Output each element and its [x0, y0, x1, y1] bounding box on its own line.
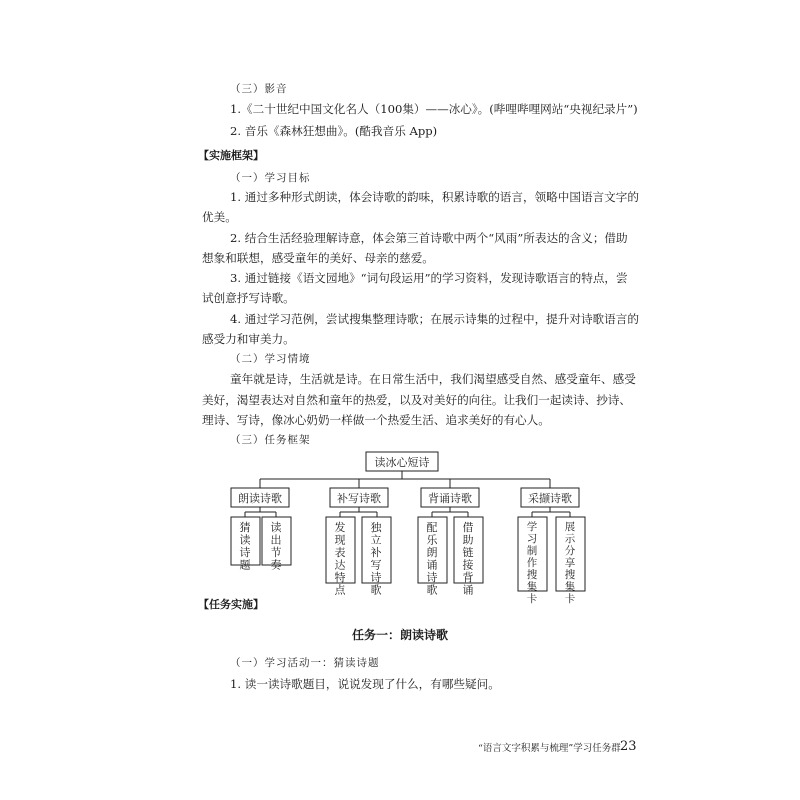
leaf-label: 配乐朗诵诗歌 [426, 521, 438, 597]
leaf-label: 发现表达特点 [334, 521, 346, 597]
branch-label: 背诵诗歌 [428, 492, 472, 505]
media-heading: （三）影音 [230, 83, 288, 95]
root-label: 读冰心短诗 [374, 456, 430, 469]
situation-heading: （二）学习情境 [230, 353, 311, 365]
leaf-label: 展示分享搜集卡 [564, 521, 576, 605]
goal-line: 1. 通过多种形式朗读，体会诗歌的韵味，积累诗歌的语言，领略中国语言文字的 [230, 190, 639, 204]
media-item-1: 1.《二十世纪中国文化名人（100集）——冰心》。(哔哩哔哩网站“央视纪录片”) [230, 102, 638, 116]
footer-series: “语言文字积累与梳理”学习任务群 [478, 743, 621, 754]
leaf-label: 猜读诗题 [239, 521, 251, 572]
goal-line: 2. 结合生活经验理解诗意，体会第三首诗歌中两个“风雨”所表达的含义；借助 [230, 231, 628, 245]
goal-line: 4. 通过学习范例，尝试搜集整理诗歌；在展示诗集的过程中，提升对诗歌语言的 [230, 312, 639, 326]
media-item-2: 2. 音乐《森林狂想曲》。(酷我音乐 App) [230, 124, 438, 138]
page-number: 23 [620, 739, 637, 754]
leaf-label: 独立补写诗歌 [370, 521, 382, 597]
leaf-label: 读出节奏 [270, 521, 282, 572]
goal-line: 试创意抒写诗歌。 [202, 291, 295, 305]
situation-line: 美好，渴望表达对自然和童年的热爱，以及对美好的向往。让我们一起读诗、抄诗、 [202, 393, 631, 407]
goal-line: 感受力和审美力。 [202, 332, 295, 346]
task-title: 任务一：朗读诗歌 [351, 628, 448, 642]
framework-title: 【实施框架】 [198, 149, 264, 162]
branch-label: 补写诗歌 [337, 492, 381, 505]
branch-label: 朗读诗歌 [238, 492, 282, 505]
situation-line: 理诗、写诗，像冰心奶奶一样做一个热爱生活、追求美好的有心人。 [202, 413, 550, 427]
implementation-title: 【任务实施】 [198, 598, 264, 611]
activity-heading: （一）学习活动一：猜读诗题 [230, 657, 380, 669]
leaf-label: 借助链接背诵 [462, 521, 474, 597]
goal-line: 3. 通过链接《语文园地》“词句段运用”的学习资料，发现诗歌语言的特点，尝 [230, 271, 628, 285]
task-frame-heading: （三）任务框架 [230, 434, 311, 446]
goals-heading: （一）学习目标 [230, 172, 311, 184]
activity-line: 1. 读一读诗歌题目，说说发现了什么，有哪些疑问。 [230, 677, 500, 691]
goal-line: 优美。 [202, 210, 237, 224]
situation-line: 童年就是诗，生活就是诗。在日常生活中，我们渴望感受自然、感受童年、感受 [230, 372, 636, 386]
branch-label: 采撷诗歌 [528, 492, 572, 505]
goal-line: 想象和联想，感受童年的美好、母亲的慈爱。 [202, 251, 434, 265]
leaf-label: 学习制作搜集卡 [526, 521, 538, 605]
